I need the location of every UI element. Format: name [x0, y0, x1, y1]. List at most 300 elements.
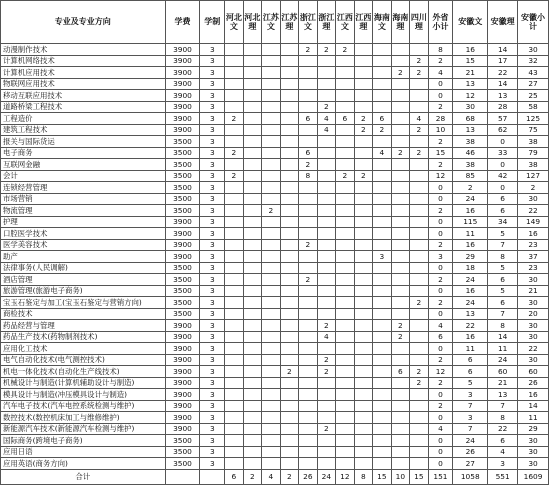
anhui-li-cell: 60	[488, 366, 518, 378]
province-cell	[225, 251, 244, 263]
major-name: 宝玉石鉴定与加工(宝玉石鉴定与营销方向)	[1, 297, 166, 309]
province-cell	[391, 159, 410, 171]
header-province-8: 海南文	[373, 1, 392, 44]
province-cell	[410, 216, 429, 228]
province-cell: 2	[317, 44, 336, 56]
province-cell	[243, 136, 262, 148]
tuition-cell: 3500	[165, 159, 200, 171]
province-cell	[410, 182, 429, 194]
province-cell	[280, 182, 299, 194]
anhui-li-cell: 22	[488, 67, 518, 79]
province-cell	[410, 205, 429, 217]
province-cell	[354, 377, 373, 389]
province-cell	[280, 343, 299, 355]
province-cell	[243, 55, 262, 67]
anhui-li-cell: 6	[488, 435, 518, 447]
province-cell	[410, 412, 429, 424]
province-cell	[336, 458, 355, 470]
province-cell	[354, 147, 373, 159]
province-cell	[410, 285, 429, 297]
tuition-cell: 3900	[165, 377, 200, 389]
province-cell	[262, 285, 281, 297]
province-cell	[391, 251, 410, 263]
anhui-wen-cell: 29	[453, 251, 488, 263]
province-cell	[299, 400, 318, 412]
province-cell	[354, 136, 373, 148]
province-cell	[262, 377, 281, 389]
outside-total-cell: 0	[428, 216, 453, 228]
header-province-5: 浙江理	[317, 1, 336, 44]
province-total-cell: 4	[262, 469, 281, 484]
tuition-cell: 3900	[165, 412, 200, 424]
province-cell	[391, 435, 410, 447]
province-cell	[225, 90, 244, 102]
province-cell	[280, 320, 299, 332]
province-cell	[317, 193, 336, 205]
years-cell: 3	[200, 159, 225, 171]
province-cell	[336, 412, 355, 424]
years-cell: 3	[200, 193, 225, 205]
province-cell	[336, 78, 355, 90]
anhui-total-cell: 30	[518, 354, 549, 366]
province-cell	[336, 274, 355, 286]
province-cell	[225, 101, 244, 113]
province-cell	[317, 458, 336, 470]
anhui-total-cell: 30	[518, 297, 549, 309]
province-cell	[317, 205, 336, 217]
province-cell	[299, 216, 318, 228]
tuition-cell: 3500	[165, 262, 200, 274]
years-cell: 3	[200, 262, 225, 274]
major-name: 助产	[1, 251, 166, 263]
province-cell: 2	[262, 205, 281, 217]
province-cell	[299, 377, 318, 389]
years-cell: 3	[200, 44, 225, 56]
province-cell	[299, 124, 318, 136]
province-cell	[410, 331, 429, 343]
province-cell	[243, 366, 262, 378]
tuition-cell: 3500	[165, 193, 200, 205]
province-cell	[243, 124, 262, 136]
anhui-li-cell: 62	[488, 124, 518, 136]
province-cell	[262, 320, 281, 332]
province-cell: 6	[336, 113, 355, 125]
province-cell	[354, 182, 373, 194]
anhui-li-cell: 7	[488, 308, 518, 320]
anhui-wen-cell: 16	[453, 285, 488, 297]
major-name: 动漫制作技术	[1, 44, 166, 56]
years-cell: 3	[200, 205, 225, 217]
province-cell	[373, 297, 392, 309]
province-cell	[373, 67, 392, 79]
province-cell	[262, 239, 281, 251]
major-name: 计算机网络技术	[1, 55, 166, 67]
outside-total-cell: 4	[428, 320, 453, 332]
province-cell	[373, 274, 392, 286]
province-cell	[262, 67, 281, 79]
province-total-cell: 10	[391, 469, 410, 484]
province-cell	[243, 297, 262, 309]
province-cell	[262, 136, 281, 148]
province-cell	[336, 285, 355, 297]
major-name: 药品生产技术(药物制剂技术)	[1, 331, 166, 343]
major-name: 商检技术	[1, 308, 166, 320]
province-cell	[280, 239, 299, 251]
province-cell	[243, 101, 262, 113]
anhui-total-cell: 58	[518, 101, 549, 113]
anhui-li-cell: 17	[488, 55, 518, 67]
anhui-wen-cell: 3	[453, 389, 488, 401]
province-cell	[410, 400, 429, 412]
major-name: 应用化工技术	[1, 343, 166, 355]
anhui-total-cell: 14	[518, 400, 549, 412]
anhui-wen-cell: 38	[453, 159, 488, 171]
tuition-cell: 3500	[165, 170, 200, 182]
province-total-cell: 8	[354, 469, 373, 484]
province-cell	[299, 262, 318, 274]
tuition-cell: 3500	[165, 147, 200, 159]
province-cell	[225, 44, 244, 56]
tuition-cell: 3900	[165, 239, 200, 251]
tuition-cell: 3900	[165, 400, 200, 412]
header-province-4: 浙江文	[299, 1, 318, 44]
tuition-cell: 3900	[165, 389, 200, 401]
years-cell: 3	[200, 239, 225, 251]
anhui-li-cell: 6	[488, 193, 518, 205]
table-row	[1, 136, 549, 148]
anhui-wen-cell: 16	[453, 205, 488, 217]
province-cell: 2	[299, 274, 318, 286]
outside-total-cell: 15	[428, 147, 453, 159]
anhui-wen-cell: 26	[453, 446, 488, 458]
province-cell: 2	[391, 320, 410, 332]
province-cell	[336, 435, 355, 447]
province-cell	[373, 354, 392, 366]
major-name: 工程造价	[1, 113, 166, 125]
province-cell	[317, 285, 336, 297]
major-name: 建筑工程技术	[1, 124, 166, 136]
province-cell	[262, 228, 281, 240]
outside-total-cell: 0	[428, 228, 453, 240]
province-cell: 2	[410, 55, 429, 67]
anhui-li-cell: 42	[488, 170, 518, 182]
province-cell	[262, 159, 281, 171]
province-cell	[354, 78, 373, 90]
province-cell	[410, 136, 429, 148]
major-name: 电气自动化技术(电气测控技术)	[1, 354, 166, 366]
province-cell	[391, 239, 410, 251]
province-cell	[280, 297, 299, 309]
outside-total-cell: 0	[428, 193, 453, 205]
anhui-total-cell: 32	[518, 55, 549, 67]
province-cell	[280, 400, 299, 412]
tuition-cell: 3900	[165, 101, 200, 113]
province-cell	[373, 435, 392, 447]
province-cell	[262, 423, 281, 435]
anhui-li-cell: 14	[488, 331, 518, 343]
province-cell	[243, 446, 262, 458]
anhui-total-cell: 30	[518, 458, 549, 470]
province-cell	[280, 228, 299, 240]
anhui-wen-cell: 46	[453, 147, 488, 159]
province-cell: 4	[373, 147, 392, 159]
province-cell	[243, 205, 262, 217]
province-cell: 2	[336, 170, 355, 182]
years-cell: 3	[200, 377, 225, 389]
province-cell	[336, 377, 355, 389]
province-cell	[354, 55, 373, 67]
province-cell	[280, 67, 299, 79]
province-cell	[354, 366, 373, 378]
anhui-wen-cell: 11	[453, 228, 488, 240]
years-cell: 3	[200, 251, 225, 263]
province-cell	[336, 55, 355, 67]
years-cell: 3	[200, 354, 225, 366]
province-cell	[280, 90, 299, 102]
years-cell: 3	[200, 366, 225, 378]
header-years: 学制	[200, 1, 225, 44]
province-cell	[243, 389, 262, 401]
province-cell	[391, 136, 410, 148]
province-cell	[243, 193, 262, 205]
outside-total-cell: 2	[428, 136, 453, 148]
tuition-cell: 3900	[165, 320, 200, 332]
province-cell	[317, 159, 336, 171]
province-cell	[225, 366, 244, 378]
province-cell	[317, 262, 336, 274]
province-cell: 3	[373, 251, 392, 263]
province-cell	[373, 239, 392, 251]
province-cell	[410, 423, 429, 435]
province-cell	[354, 239, 373, 251]
major-name: 连锁经营管理	[1, 182, 166, 194]
province-cell: 2	[410, 297, 429, 309]
tuition-cell: 3500	[165, 308, 200, 320]
table-row	[1, 354, 549, 366]
province-cell	[373, 193, 392, 205]
province-cell	[410, 343, 429, 355]
tuition-cell: 3900	[165, 216, 200, 228]
province-cell	[317, 435, 336, 447]
province-cell	[280, 446, 299, 458]
province-cell	[336, 67, 355, 79]
province-cell	[225, 297, 244, 309]
years-cell: 3	[200, 113, 225, 125]
years-cell: 3	[200, 423, 225, 435]
province-cell	[373, 136, 392, 148]
province-cell	[280, 193, 299, 205]
tuition-cell: 3900	[165, 55, 200, 67]
province-cell: 2	[336, 44, 355, 56]
province-cell: 6	[299, 113, 318, 125]
years-cell: 3	[200, 412, 225, 424]
province-cell	[317, 216, 336, 228]
tuition-cell: 3900	[165, 331, 200, 343]
province-cell	[317, 90, 336, 102]
province-cell	[280, 285, 299, 297]
province-cell	[262, 124, 281, 136]
province-cell	[280, 55, 299, 67]
province-total-cell: 26	[299, 469, 318, 484]
anhui-total-cell: 30	[518, 44, 549, 56]
table-row	[1, 331, 549, 343]
province-cell	[391, 44, 410, 56]
outside-total-cell: 2	[428, 55, 453, 67]
anhui-total-cell: 23	[518, 262, 549, 274]
province-cell	[354, 262, 373, 274]
province-cell	[299, 101, 318, 113]
tuition-cell: 3900	[165, 366, 200, 378]
province-cell	[354, 205, 373, 217]
anhui-wen-cell: 2	[453, 182, 488, 194]
province-cell	[317, 343, 336, 355]
province-cell	[373, 216, 392, 228]
outside-total-cell: 0	[428, 182, 453, 194]
tuition-cell: 3900	[165, 78, 200, 90]
header-tuition: 学费	[165, 1, 200, 44]
province-cell: 2	[225, 170, 244, 182]
anhui-wen-cell: 21	[453, 67, 488, 79]
province-cell	[336, 423, 355, 435]
province-total-cell: 12	[336, 469, 355, 484]
province-cell	[317, 297, 336, 309]
table-row	[1, 400, 549, 412]
outside-total-cell: 151	[428, 469, 453, 484]
province-cell	[243, 147, 262, 159]
province-cell	[299, 354, 318, 366]
province-total-cell: 2	[243, 469, 262, 484]
province-cell	[373, 400, 392, 412]
province-cell	[243, 377, 262, 389]
province-cell	[225, 412, 244, 424]
province-cell	[280, 44, 299, 56]
province-cell	[262, 262, 281, 274]
province-cell	[354, 423, 373, 435]
province-cell	[336, 136, 355, 148]
anhui-total-cell: 21	[518, 285, 549, 297]
major-name: 市场营销	[1, 193, 166, 205]
major-name: 移动互联应用技术	[1, 90, 166, 102]
table-row	[1, 458, 549, 470]
anhui-li-cell: 57	[488, 113, 518, 125]
anhui-wen-cell: 24	[453, 297, 488, 309]
outside-total-cell: 2	[428, 400, 453, 412]
tuition-cell: 3900	[165, 354, 200, 366]
years-cell: 3	[200, 446, 225, 458]
province-cell	[262, 458, 281, 470]
province-cell	[225, 216, 244, 228]
table-row	[1, 389, 549, 401]
province-cell	[243, 251, 262, 263]
table-row	[1, 228, 549, 240]
anhui-wen-cell: 85	[453, 170, 488, 182]
province-cell	[299, 182, 318, 194]
province-cell	[410, 239, 429, 251]
outside-total-cell: 2	[428, 297, 453, 309]
province-cell	[299, 90, 318, 102]
province-cell	[299, 55, 318, 67]
province-cell: 2	[280, 366, 299, 378]
province-cell	[299, 136, 318, 148]
province-cell	[336, 320, 355, 332]
header-anhui-wen: 安徽文	[453, 1, 488, 44]
province-cell	[410, 101, 429, 113]
major-name: 应用英语(商务方向)	[1, 458, 166, 470]
anhui-total-cell: 16	[518, 389, 549, 401]
province-cell	[243, 274, 262, 286]
province-cell	[243, 308, 262, 320]
province-cell	[410, 159, 429, 171]
years-cell: 3	[200, 308, 225, 320]
province-cell	[354, 308, 373, 320]
years-cell: 3	[200, 458, 225, 470]
province-cell	[336, 354, 355, 366]
province-cell: 2	[391, 67, 410, 79]
table-row	[1, 285, 549, 297]
province-cell	[299, 193, 318, 205]
province-cell	[280, 113, 299, 125]
major-name: 物流管理	[1, 205, 166, 217]
province-cell	[280, 458, 299, 470]
outside-total-cell: 2	[428, 159, 453, 171]
years-cell: 3	[200, 297, 225, 309]
outside-total-cell: 2	[428, 101, 453, 113]
table-row	[1, 366, 549, 378]
table-row	[1, 101, 549, 113]
province-cell	[336, 343, 355, 355]
province-cell	[373, 446, 392, 458]
header-outside-total: 外省小计	[428, 1, 453, 44]
province-cell: 2	[410, 67, 429, 79]
province-cell: 2	[391, 147, 410, 159]
tuition-cell: 3500	[165, 297, 200, 309]
province-cell	[225, 320, 244, 332]
table-row	[1, 412, 549, 424]
province-cell: 4	[317, 331, 336, 343]
province-cell	[280, 389, 299, 401]
tuition-cell: 3900	[165, 251, 200, 263]
province-cell	[373, 389, 392, 401]
province-cell	[280, 308, 299, 320]
province-cell	[373, 90, 392, 102]
anhui-wen-cell: 16	[453, 44, 488, 56]
province-cell	[262, 343, 281, 355]
major-name: 旅游管理(旅游电子商务)	[1, 285, 166, 297]
years-cell: 3	[200, 320, 225, 332]
outside-total-cell: 6	[428, 331, 453, 343]
anhui-wen-cell: 7	[453, 423, 488, 435]
province-cell	[373, 182, 392, 194]
province-cell	[225, 389, 244, 401]
anhui-li-cell: 8	[488, 412, 518, 424]
province-cell	[354, 285, 373, 297]
anhui-li-cell: 551	[488, 469, 518, 484]
province-cell	[225, 354, 244, 366]
province-cell	[243, 239, 262, 251]
major-name: 法律事务(人民调解)	[1, 262, 166, 274]
province-cell	[373, 343, 392, 355]
province-cell	[243, 400, 262, 412]
province-cell	[336, 147, 355, 159]
province-cell	[391, 354, 410, 366]
province-cell	[299, 366, 318, 378]
years-cell: 3	[200, 343, 225, 355]
province-cell	[373, 262, 392, 274]
province-cell	[354, 458, 373, 470]
province-cell	[354, 389, 373, 401]
province-cell	[280, 136, 299, 148]
outside-total-cell: 0	[428, 308, 453, 320]
